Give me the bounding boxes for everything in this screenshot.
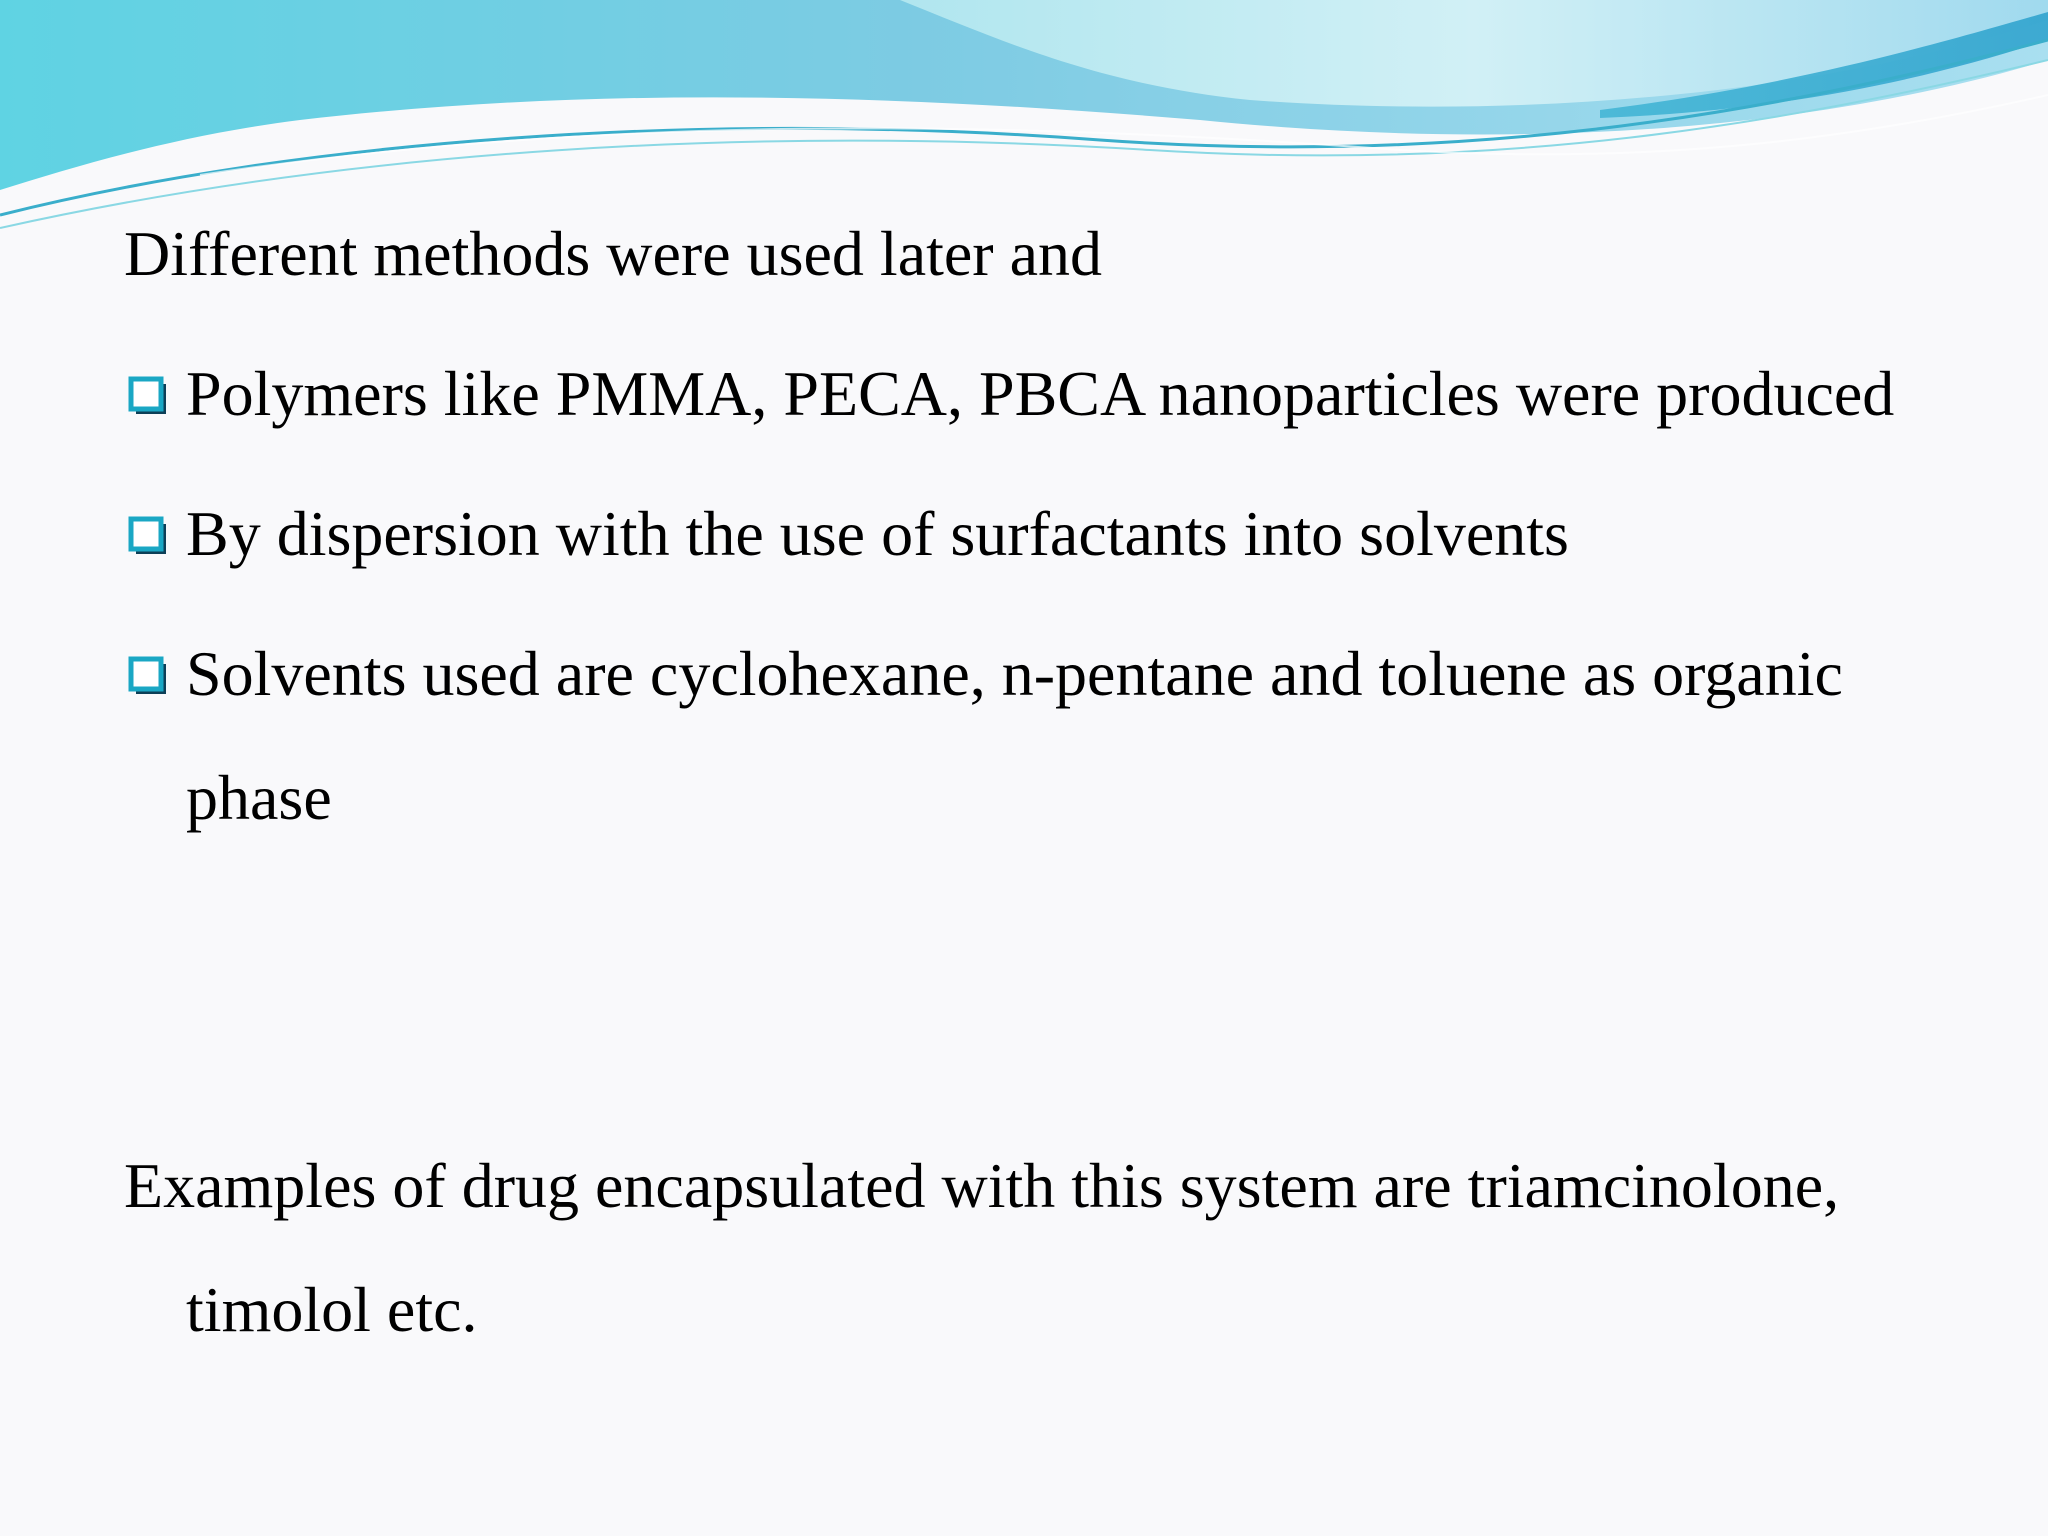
examples-text: Examples of drug encapsulated with this system are triamcinolone, timolol etc. xyxy=(124,1150,1840,1345)
vertical-spacer xyxy=(124,876,1944,1124)
bullet-text: By dispersion with the use of surfactants into solvents xyxy=(186,498,1569,569)
bullet-item xyxy=(124,612,1944,860)
slide-body xyxy=(124,192,1944,1372)
intro-text: Different methods were used later and xyxy=(124,218,1102,289)
hollow-square-bullet-icon xyxy=(128,656,168,696)
hollow-square-bullet-icon xyxy=(128,516,168,556)
bullet-text: Polymers like PMMA, PECA, PBCA nanoparticles were produced xyxy=(186,358,1895,429)
bullet-text: Solvents used are cyclohexane, n-pentane and toluene as organic phase xyxy=(186,638,1843,833)
bullet-item xyxy=(124,332,1944,456)
bullet-item xyxy=(124,472,1944,596)
hollow-square-bullet-icon xyxy=(128,376,168,416)
